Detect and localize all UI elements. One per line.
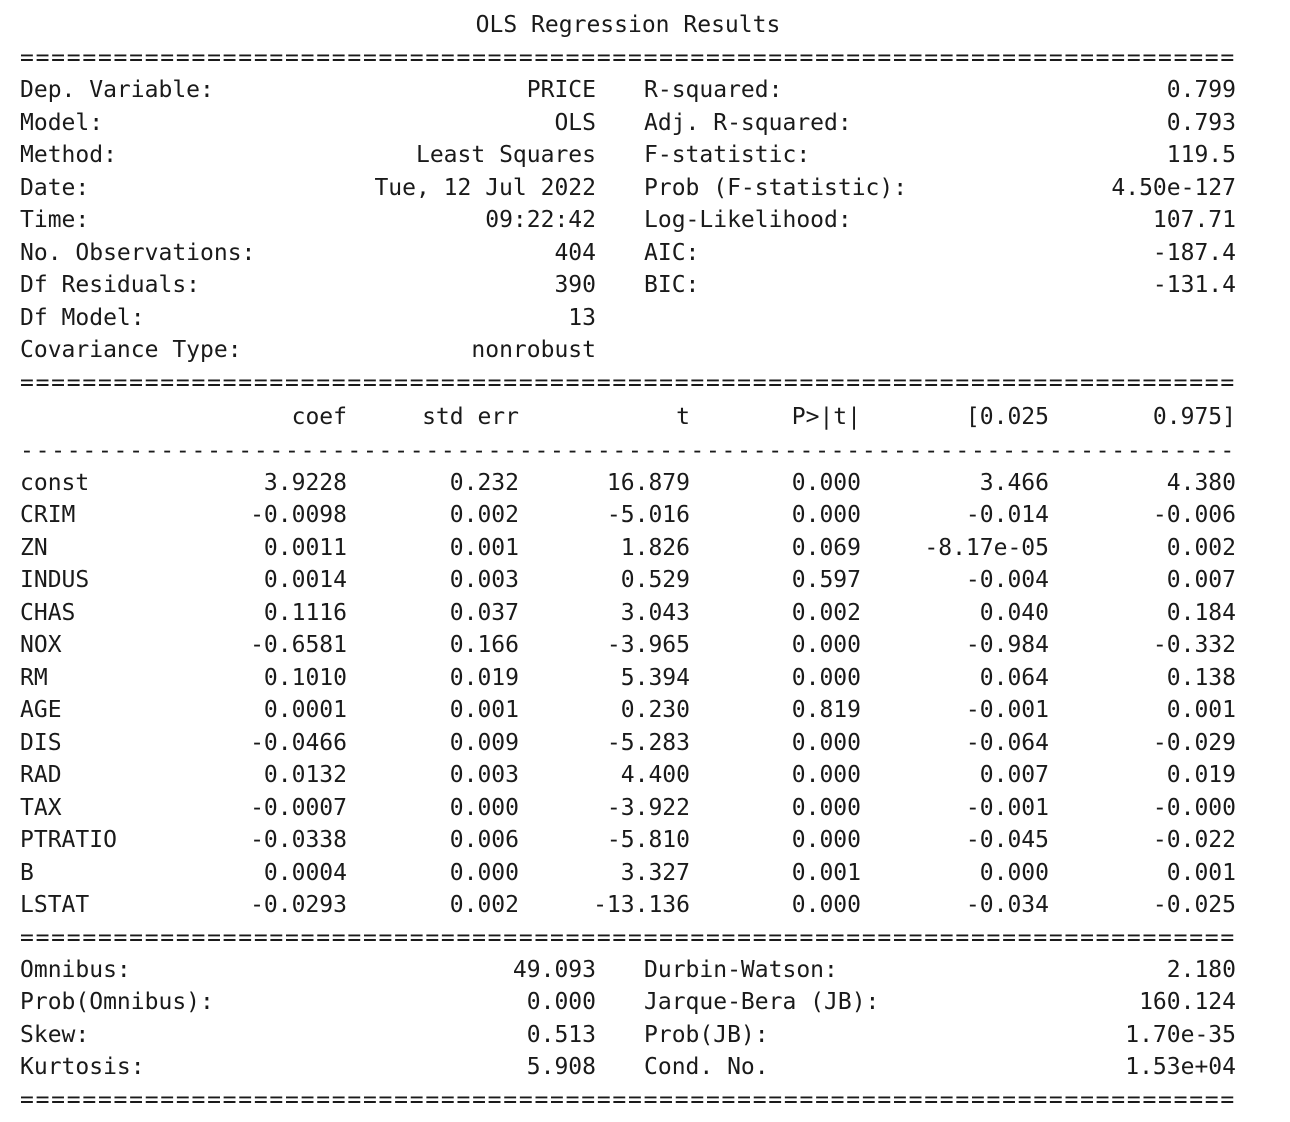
variable-name: NOX xyxy=(20,632,62,658)
std-err-value: 0.003 xyxy=(449,762,519,788)
ci-upper-value: 0.184 xyxy=(1166,599,1236,626)
t-value: 4.400 xyxy=(620,762,690,788)
stat-label: Dep. Variable: xyxy=(20,77,214,103)
coef-value: 0.0132 xyxy=(263,762,347,788)
coef-value: 0.0014 xyxy=(263,567,347,593)
summary-row xyxy=(20,74,1236,107)
double-rule-mid: ============================================================================== xyxy=(20,369,1236,396)
stat-value: 13 xyxy=(568,304,596,331)
stat-label: Time: xyxy=(20,207,90,233)
variable-name: LSTAT xyxy=(20,892,90,918)
variable-name: const xyxy=(20,469,90,496)
coef-row xyxy=(20,662,1236,695)
diag-value: 1.53e+04 xyxy=(1125,1054,1236,1080)
coef-value: -0.0293 xyxy=(250,892,347,918)
summary-row xyxy=(20,334,1236,367)
p-value: 0.000 xyxy=(791,469,861,496)
p-value: 0.000 xyxy=(791,632,861,658)
coef-value: 0.1116 xyxy=(263,599,347,626)
coef-row xyxy=(20,824,1236,857)
ci-lower-value: -0.001 xyxy=(965,697,1049,723)
t-value: -3.922 xyxy=(606,794,690,821)
coef-header-row xyxy=(20,399,1236,435)
std-err-value: 0.019 xyxy=(449,664,519,691)
diag-value: 0.513 xyxy=(526,1021,596,1048)
diag-label: Prob(Omnibus): xyxy=(20,989,214,1015)
stat-label: Df Model: xyxy=(20,304,145,331)
ci-upper-value: -0.025 xyxy=(1152,892,1236,918)
double-rule-bottom: ============================================================================== xyxy=(20,1086,1236,1113)
coef-row xyxy=(20,597,1236,630)
coef-row xyxy=(20,727,1236,760)
coef-value: 0.0001 xyxy=(263,697,347,723)
t-value: 3.043 xyxy=(620,599,690,626)
stat-value: 09:22:42 xyxy=(485,207,596,233)
p-value: 0.000 xyxy=(791,502,861,528)
std-err-value: 0.000 xyxy=(449,794,519,821)
coefficients-table xyxy=(20,467,1236,922)
variable-name: CRIM xyxy=(20,502,76,528)
summary-row xyxy=(20,204,1236,237)
t-header: t xyxy=(676,403,690,430)
ci-lower-value: 0.007 xyxy=(979,762,1049,788)
summary-row xyxy=(20,302,1236,335)
coef-value: 0.0011 xyxy=(263,534,347,561)
variable-name: DIS xyxy=(20,729,62,756)
stat-value: 107.71 xyxy=(1152,207,1236,233)
coef-row xyxy=(20,759,1236,792)
coef-value: -0.0007 xyxy=(250,794,347,821)
t-value: 3.327 xyxy=(620,859,690,886)
ci-lower-value: -0.045 xyxy=(965,827,1049,853)
diag-value: 1.70e-35 xyxy=(1125,1021,1236,1048)
ci-lower-value: -0.014 xyxy=(965,502,1049,528)
ci-upper-value: 0.007 xyxy=(1166,567,1236,593)
t-value: 0.529 xyxy=(620,567,690,593)
std-err-value: 0.002 xyxy=(449,502,519,528)
ci-upper-value: 0.001 xyxy=(1166,697,1236,723)
std-err-value: 0.000 xyxy=(449,859,519,886)
std-err-value: 0.166 xyxy=(449,632,519,658)
stat-value: 0.793 xyxy=(1166,109,1236,136)
summary-row xyxy=(20,237,1236,270)
variable-name: AGE xyxy=(20,697,62,723)
coef-value: 0.0004 xyxy=(263,859,347,886)
ci-upper-header: 0.975] xyxy=(1152,403,1236,430)
diagnostic-row xyxy=(20,986,1236,1019)
p-value: 0.819 xyxy=(791,697,861,723)
model-summary-block xyxy=(20,74,1236,367)
diag-value: 49.093 xyxy=(512,956,596,983)
summary-row xyxy=(20,172,1236,205)
ci-lower-value: -8.17e-05 xyxy=(924,534,1049,561)
ci-lower-value: -0.004 xyxy=(965,567,1049,593)
stat-label: Date: xyxy=(20,174,90,201)
t-value: -13.136 xyxy=(593,892,690,918)
diag-value: 160.124 xyxy=(1139,989,1236,1015)
stat-label: Adj. R-squared: xyxy=(644,109,852,136)
stat-value: OLS xyxy=(554,109,596,136)
t-value: 5.394 xyxy=(620,664,690,691)
ci-lower-value: 0.064 xyxy=(979,664,1049,691)
p-value: 0.000 xyxy=(791,892,861,918)
ci-lower-value: -0.984 xyxy=(965,632,1049,658)
stat-value: PRICE xyxy=(526,77,596,103)
diagnostic-row xyxy=(20,1019,1236,1052)
p-value: 0.002 xyxy=(791,599,861,626)
variable-name: INDUS xyxy=(20,567,90,593)
ci-upper-value: -0.022 xyxy=(1152,827,1236,853)
diag-label: Kurtosis: xyxy=(20,1054,145,1080)
std-err-value: 0.232 xyxy=(449,469,519,496)
t-value: -5.283 xyxy=(606,729,690,756)
stat-label: Df Residuals: xyxy=(20,272,201,298)
diag-label: Skew: xyxy=(20,1021,90,1048)
coef-row xyxy=(20,499,1236,532)
coef-row xyxy=(20,857,1236,890)
ci-lower-value: -0.001 xyxy=(965,794,1049,821)
stat-label: R-squared: xyxy=(644,77,783,103)
ci-upper-value: 0.001 xyxy=(1166,859,1236,886)
stat-label: Log-Likelihood: xyxy=(644,207,852,233)
t-value: 16.879 xyxy=(606,469,690,496)
diag-label: Cond. No. xyxy=(644,1054,769,1080)
variable-name: B xyxy=(20,859,34,886)
variable-name: TAX xyxy=(20,794,62,821)
t-value: -5.810 xyxy=(606,827,690,853)
variable-name: RAD xyxy=(20,762,62,788)
p-value-header: P>|t| xyxy=(791,403,861,430)
stat-label: Covariance Type: xyxy=(20,337,242,363)
ci-upper-value: -0.029 xyxy=(1152,729,1236,756)
ci-lower-value: -0.034 xyxy=(965,892,1049,918)
double-rule-lower: ============================================================================== xyxy=(20,924,1236,951)
summary-row xyxy=(20,139,1236,172)
ci-upper-value: -0.000 xyxy=(1152,794,1236,821)
stat-label: Prob (F-statistic): xyxy=(644,174,908,201)
t-value: 1.826 xyxy=(620,534,690,561)
diag-label: Prob(JB): xyxy=(644,1021,769,1048)
t-value: -3.965 xyxy=(606,632,690,658)
diag-label: Omnibus: xyxy=(20,956,131,983)
variable-name: CHAS xyxy=(20,599,76,626)
p-value: 0.597 xyxy=(791,567,861,593)
coef-row xyxy=(20,694,1236,727)
ci-upper-value: 0.138 xyxy=(1166,664,1236,691)
p-value: 0.001 xyxy=(791,859,861,886)
coef-value: -0.0098 xyxy=(250,502,347,528)
std-err-value: 0.003 xyxy=(449,567,519,593)
stat-value: nonrobust xyxy=(471,337,596,363)
diag-value: 5.908 xyxy=(526,1054,596,1080)
std-err-value: 0.002 xyxy=(449,892,519,918)
ci-upper-value: 0.002 xyxy=(1166,534,1236,561)
double-rule-top: ============================================================================== xyxy=(20,45,1236,71)
coef-value: 0.1010 xyxy=(263,664,347,691)
std-err-value: 0.037 xyxy=(449,599,519,626)
p-value: 0.000 xyxy=(791,827,861,853)
stat-value: 404 xyxy=(554,239,596,266)
variable-name: PTRATIO xyxy=(20,827,117,853)
stat-label: No. Observations: xyxy=(20,239,256,266)
summary-row xyxy=(20,107,1236,140)
stat-label: AIC: xyxy=(644,239,700,266)
coef-row xyxy=(20,564,1236,597)
stat-label: BIC: xyxy=(644,272,700,298)
stat-value: 390 xyxy=(554,272,596,298)
diag-value: 0.000 xyxy=(526,989,596,1015)
std-err-value: 0.006 xyxy=(449,827,519,853)
ci-upper-value: 4.380 xyxy=(1166,469,1236,496)
coef-value: -0.0466 xyxy=(250,729,347,756)
variable-name: RM xyxy=(20,664,48,691)
p-value: 0.000 xyxy=(791,762,861,788)
std-err-value: 0.001 xyxy=(449,697,519,723)
ci-upper-value: -0.332 xyxy=(1152,632,1236,658)
ci-lower-header: [0.025 xyxy=(965,403,1049,430)
summary-row xyxy=(20,269,1236,302)
stat-label: Method: xyxy=(20,142,117,168)
stat-label: Model: xyxy=(20,109,104,136)
diagnostics-block xyxy=(20,954,1236,1084)
coef-header: coef xyxy=(291,403,347,430)
summary-title: OLS Regression Results xyxy=(475,12,781,38)
std-err-value: 0.001 xyxy=(449,534,519,561)
ci-lower-value: 0.040 xyxy=(979,599,1049,626)
stat-value: 4.50e-127 xyxy=(1111,174,1236,201)
t-value: -5.016 xyxy=(606,502,690,528)
ci-lower-value: 3.466 xyxy=(979,469,1049,496)
diagnostic-row xyxy=(20,954,1236,987)
coef-row xyxy=(20,792,1236,825)
p-value: 0.000 xyxy=(791,664,861,691)
p-value: 0.000 xyxy=(791,729,861,756)
diag-value: 2.180 xyxy=(1166,956,1236,983)
coef-row xyxy=(20,629,1236,662)
stat-value: 0.799 xyxy=(1166,77,1236,103)
stat-label: F-statistic: xyxy=(644,142,811,168)
variable-name: ZN xyxy=(20,534,48,561)
coef-value: -0.0338 xyxy=(250,827,347,853)
coef-row xyxy=(20,532,1236,565)
std-err-value: 0.009 xyxy=(449,729,519,756)
p-value: 0.000 xyxy=(791,794,861,821)
ci-upper-value: 0.019 xyxy=(1166,762,1236,788)
coef-row xyxy=(20,889,1236,922)
std-err-header: std err xyxy=(422,403,519,430)
diagnostic-row xyxy=(20,1051,1236,1084)
stat-value: -131.4 xyxy=(1152,272,1236,298)
coef-value: 3.9228 xyxy=(263,469,347,496)
ci-lower-value: -0.064 xyxy=(965,729,1049,756)
t-value: 0.230 xyxy=(620,697,690,723)
ci-lower-value: 0.000 xyxy=(979,859,1049,886)
stat-value: -187.4 xyxy=(1152,239,1236,266)
coef-row xyxy=(20,467,1236,500)
stat-value: Tue, 12 Jul 2022 xyxy=(374,174,596,201)
diag-label: Durbin-Watson: xyxy=(644,956,838,983)
ci-upper-value: -0.006 xyxy=(1152,502,1236,528)
stat-value: 119.5 xyxy=(1166,142,1236,168)
diag-label: Jarque-Bera (JB): xyxy=(644,989,880,1015)
coef-value: -0.6581 xyxy=(250,632,347,658)
stat-value: Least Squares xyxy=(415,142,596,168)
regression-summary xyxy=(20,8,1236,1116)
p-value: 0.069 xyxy=(791,534,861,561)
single-rule: ------------------------------------------------------------------------------ xyxy=(20,437,1236,464)
